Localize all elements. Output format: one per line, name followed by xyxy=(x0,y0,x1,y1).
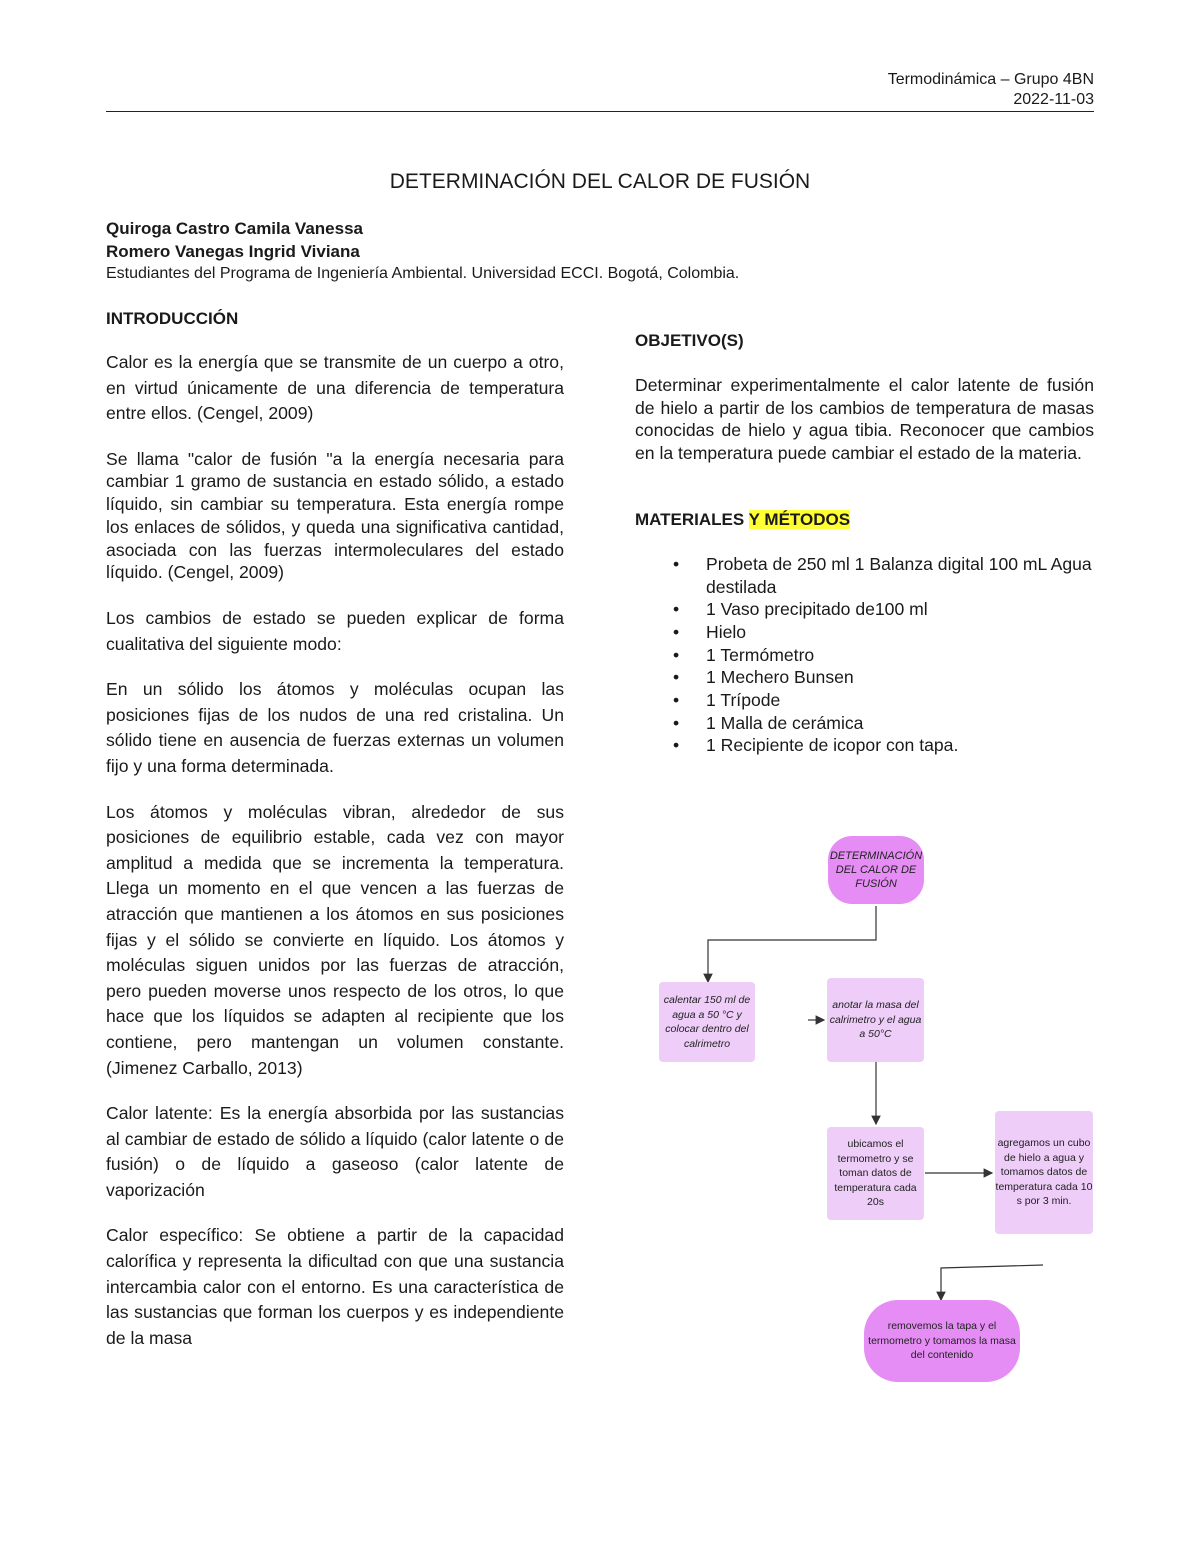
bullet-icon: • xyxy=(673,599,680,620)
bullet-icon: • xyxy=(673,712,680,733)
intro-paragraph-5: Los átomos y moléculas vibran, alrededor de sus posiciones de equilibrio estable, cada vez con mayor amplitud a medida que se incrementa la temperatura. Llega un momento en el que vencen a las fuerzas de atracción que mantienen a los átomos en sus posiciones fijas y el sólido se convierte en líquido. Los átomos y moléculas siguen unidos por las fuerzas de atracción, pero pueden moverse unos respecto de los otros, lo que hace que los líquidos se adapten al recipiente que los contiene, pero mantengan un volumen constante. (Jimenez Carballo, 2013) xyxy=(106,801,564,1078)
list-item xyxy=(635,734,1094,757)
author-1: Quiroga Castro Camila Vanessa xyxy=(106,219,363,238)
list-item xyxy=(635,644,1094,667)
bullet-icon: • xyxy=(673,690,680,711)
material-text: 1 Recipiente de icopor con tapa. xyxy=(706,735,959,756)
materiales-heading xyxy=(635,509,1094,531)
bullet-icon: • xyxy=(673,644,680,665)
header-course: Termodinámica – Grupo 4BN xyxy=(887,71,1094,88)
bullet-icon: • xyxy=(673,621,680,642)
materials-list xyxy=(635,553,1094,757)
list-item xyxy=(635,689,1094,712)
intro-paragraph-1: Calor es la energía que se transmite de un cuerpo a otro, en virtud únicamente de una diferencia de temperatura entre ellos. (Cengel, 2009) xyxy=(106,352,564,424)
bullet-icon: • xyxy=(673,735,680,756)
intro-paragraph-7: Calor específico: Se obtiene a partir de la capacidad calorífica y representa la dificultad con que una sustancia intercambia calor con el entorno. Es una característica de las sustancias que forman los cuerpos y es independiente de la masa xyxy=(106,1225,564,1348)
bullet-icon: • xyxy=(673,553,680,574)
material-text: 1 Vaso precipitado de100 ml xyxy=(706,599,928,620)
header-rule xyxy=(106,111,1094,112)
list-item xyxy=(635,598,1094,621)
intro-heading: INTRODUCCIÓN xyxy=(106,309,239,328)
document-title: DETERMINACIÓN DEL CALOR DE FUSIÓN xyxy=(389,170,811,193)
list-item xyxy=(635,712,1094,735)
material-text: Probeta de 250 ml 1 Balanza digital 100 mL Agua destilada xyxy=(706,553,1092,597)
objetivos-heading: OBJETIVO(S) xyxy=(635,331,744,350)
list-item xyxy=(635,621,1094,644)
list-item xyxy=(635,666,1094,689)
material-text: Hielo xyxy=(706,621,747,642)
intro-paragraph-6: Calor latente: Es la energía absorbida por las sustancias al cambiar de estado de sólido a líquido (calor latente o de fusión) o de líquido a gaseoso (calor latente de vaporización xyxy=(106,1103,564,1200)
bullet-icon: • xyxy=(673,667,680,688)
flow-step3-node: ubicamos el termometro y se toman datos de temperatura cada 20s xyxy=(827,1127,924,1220)
header-date: 2022-11-03 xyxy=(1013,91,1094,108)
list-item xyxy=(635,553,1094,598)
material-text: 1 Termómetro xyxy=(706,644,815,665)
intro-paragraph-2: Se llama "calor de fusión "a la energía necesaria para cambiar 1 gramo de sustancia en estado sólido, a estado líquido, sin cambiar su temperatura. Esta energía rompe los enlaces de sólidos, y queda una significativa cantidad, asociada con las fuerzas intermoleculares del estado líquido. (Cengel, 2009) xyxy=(106,448,564,583)
flow-step4-node: agregamos un cubo de hielo a agua y tomamos datos de temperatura cada 10 s por 3 min. xyxy=(995,1111,1093,1234)
author-2: Romero Vanegas Ingrid Viviana xyxy=(106,242,360,261)
connector-step4-to-end xyxy=(941,1265,1043,1300)
material-text: 1 Malla de cerámica xyxy=(706,712,864,733)
intro-paragraph-3: Los cambios de estado se pueden explicar de forma cualitativa del siguiente modo: xyxy=(106,608,564,654)
material-text: 1 Mechero Bunsen xyxy=(706,667,854,688)
right-column xyxy=(635,330,1094,757)
flow-step1-node: calentar 150 ml de agua a 50 °C y colocar dentro del calrimetro xyxy=(659,982,755,1062)
flow-end-node: removemos la tapa y el termometro y tomamos la masa del contenido xyxy=(864,1300,1020,1382)
flow-step2-node: anotar la masa del calrimetro y el agua a 50°C xyxy=(827,978,924,1062)
material-text: 1 Trípode xyxy=(706,690,781,711)
objetivos-text: Determinar experimentalmente el calor latente de fusión de hielo a partir de los cambios de temperatura de masas conocidas de hielo y agua tibia. Reconocer que cambios en la temperatura puede cambiar el estado de la materia. xyxy=(635,375,1094,464)
materiales-heading-highlight: Y MÉTODOS xyxy=(748,509,851,529)
flow-start-node: DETERMINACIÓN DEL CALOR DE FUSIÓN xyxy=(828,836,924,904)
left-column xyxy=(106,308,564,1351)
intro-paragraph-4: En un sólido los átomos y moléculas ocupan las posiciones fijas de los nudos de una red cristalina. Un sólido tiene en ausencia de fuerzas externas un volumen fijo y una forma determinada. xyxy=(106,679,564,776)
affiliation: Estudiantes del Programa de Ingeniería Ambiental. Universidad ECCI. Bogotá, Colombia. xyxy=(106,265,740,282)
materiales-heading-part1: MATERIALES xyxy=(635,509,749,529)
connector-start-to-step1 xyxy=(708,906,876,982)
